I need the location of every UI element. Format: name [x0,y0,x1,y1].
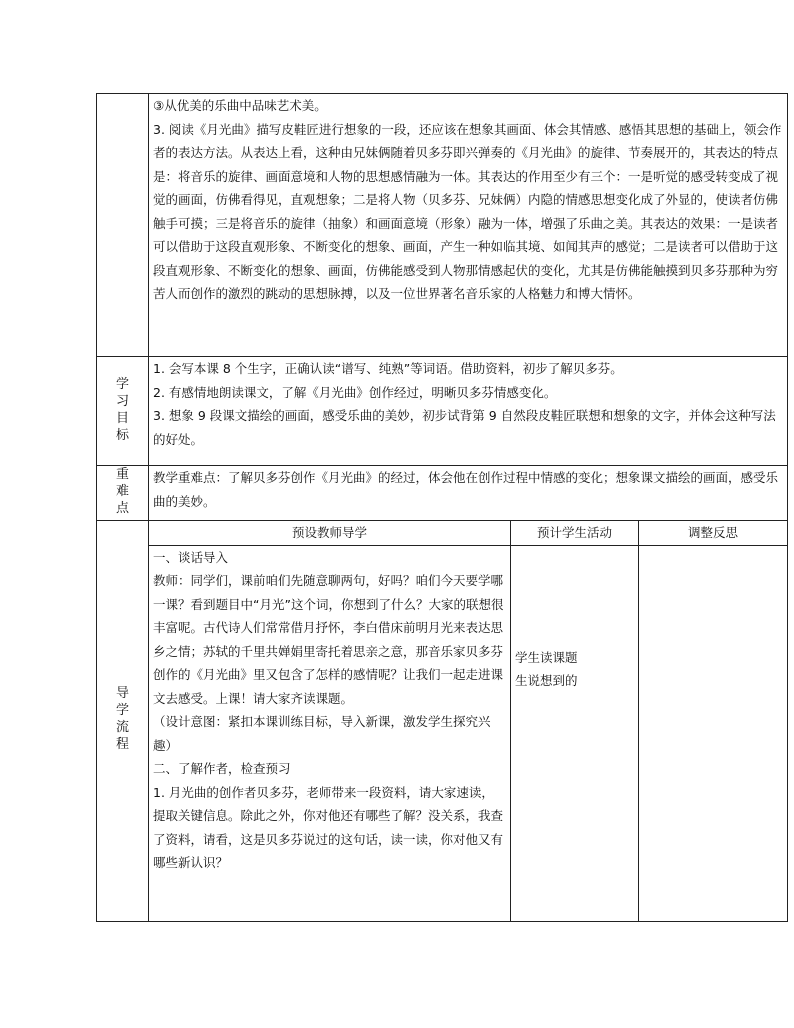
key-points-label: 重难点 [115,467,129,516]
header-teacher-guide: 预设教师导学 [149,520,511,545]
student-activity-item: 生说想到的 [515,673,578,688]
header-reflection: 调整反思 [639,520,788,545]
process-body-row [97,545,788,921]
process-header-row [97,520,788,545]
design-intent-note: （设计意图：紧扣本课训练目标，导入新课，激发学生探究兴趣） [153,714,491,753]
objectives-content-cell [149,357,788,466]
objectives-label: 学习目标 [115,376,129,443]
key-points-row [97,466,788,521]
teacher-guide-cell [149,545,511,921]
spacer [515,546,634,646]
key-points-text: 教学重难点：了解贝多芬创作《月光曲》的经过，体会他在创作过程中情感的变化；想象课文描绘的画面，感受乐曲的美妙。 [153,470,779,509]
key-points-label-cell [97,466,149,521]
intro-label-cell [97,94,149,357]
objectives-row [97,357,788,466]
section-heading: 一、谈话导入 [153,549,229,565]
objectives-label-cell [97,357,149,466]
section-heading: 二、了解作者，检查预习 [153,761,291,776]
objective-item: 2. 有感情地朗读课文，了解《月光曲》创作经过，明晰贝多芬情感变化。 [153,384,557,400]
teacher-task: 1. 月光曲的创作者贝多芬，老师带来一段资料，请大家速读，提取关键信息。除此之外，你对他还有哪些了解？没关系，我查了资料，请看，这是贝多芬说过的这句话，读一读，你对他又有哪些新认识？ [153,784,504,870]
student-activity-item: 学生读课题 [515,649,578,665]
objective-item: 1. 会写本课 8 个生字，正确认读“谱写、纯熟”等词语。借助资料，初步了解贝多芬。 [153,361,623,376]
intro-row [97,94,788,357]
intro-content-cell [149,94,788,357]
student-activity-cell [511,545,639,921]
process-label-cell [97,520,149,921]
lesson-plan-table [96,93,788,922]
teacher-dialogue: 教师：同学们，课前咱们先随意聊两句，好吗？咱们今天要学哪一课？看到题目中“月光”这个词，你想到了什么？大家的联想很丰富呢。古代诗人们常常借月抒怀，李白借床前明月光来表达思乡之情；苏轼的千里共婵娟里寄托着思亲之意，那音乐家贝多芬创作的《月光曲》里又包含了怎样的感情呢？让我们一起走进课文去感受。上课！请大家齐读课题。 [153,573,504,706]
process-label: 导学流程 [115,686,129,753]
header-student-activity: 预计学生活动 [511,520,639,545]
key-points-content-cell [149,466,788,521]
objective-item: 3. 想象 9 段课文描绘的画面，感受乐曲的美妙，初步试背第 9 自然段皮鞋匠联想和想象的文字，并体会这种写法的好处。 [153,408,776,447]
intro-paragraph: 3. 阅读《月光曲》描写皮鞋匠进行想象的一段，还应该在想象其画面、体会其情感、感悟其思想的基础上，领会作者的表达方法。从表达上看，这种由兄妹俩随着贝多芬即兴弹奏的《月光曲》的旋律、节奏展开的，其表达的特点是：将音乐的旋律、画面意境和人物的思想感情融为一体。其表达的作用至少有三个：一是听觉的感受转变成了视觉的画面，仿佛看得见，直观想象；二是将人物（贝多芬、兄妹俩）内隐的情感思想变化成了外显的，使读者仿佛触手可摸；三是将音乐的旋律（抽象）和画面意境（形象）融为一体，增强了乐曲之美。其表达的效果：一是读者可以借助于这段直观形象、不断变化的想象、画面，产生一种如临其境、如闻其声的感觉；二是读者可以借助于这段直观形象、不断变化的想象、画面，仿佛能感受到人物那情感起伏的变化，尤其是仿佛能触摸到贝多芬那种为穷苦人而创作的激烈的跳动的思想脉搏，以及一位世界著名音乐家的人格魅力和博大情怀。 [153,121,782,301]
intro-line: ③从优美的乐曲中品味艺术美。 [153,98,327,113]
reflection-cell [639,545,788,921]
